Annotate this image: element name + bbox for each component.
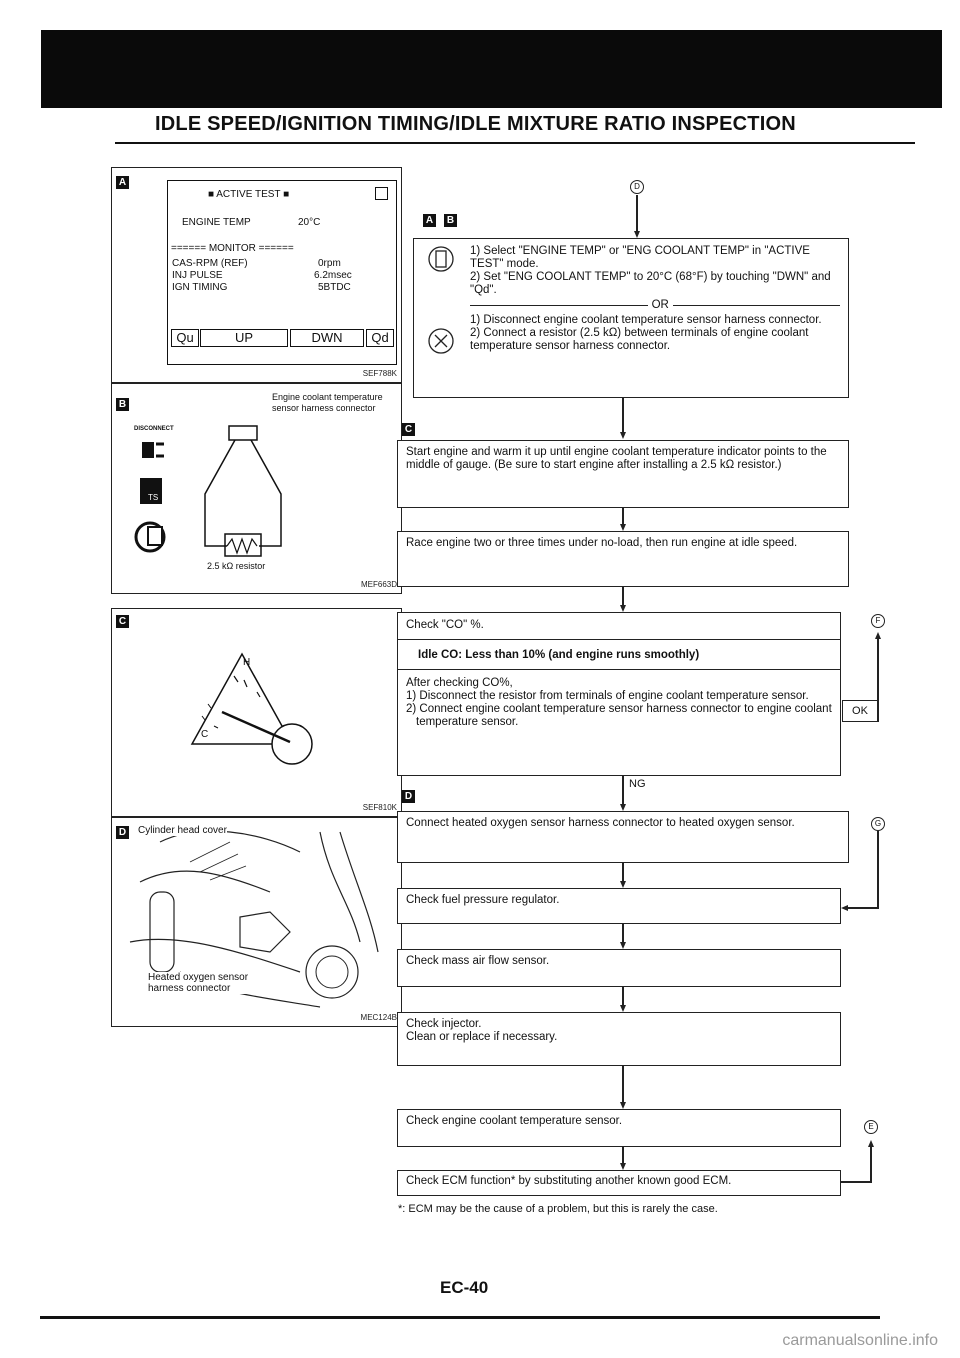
flow-arrow [620, 1102, 626, 1109]
step2-badge-c: C [402, 423, 415, 436]
e-connector [870, 1146, 872, 1182]
flow-arrow [620, 524, 626, 531]
after-line: 1) Disconnect the resistor from terminals of engine coolant temperature sensor. [406, 690, 809, 702]
resistor-label: 2.5 kΩ resistor [207, 561, 266, 571]
step8-text: Clean or replace if necessary. [406, 1031, 558, 1043]
step2-text: Start engine and warm it up until engine coolant temperature indicator points to the middle of gauge. (Be sure to start engine after installing a 2.5 kΩ resistor.) [406, 446, 827, 471]
step1-item: 1) Disconnect engine coolant temperature sensor harness connector. [470, 314, 822, 326]
step1-badge-a: A [423, 214, 436, 227]
watermark: carmanualsonline.info [782, 1332, 938, 1349]
g-arrow [841, 905, 848, 911]
flow-arrow [620, 432, 626, 439]
or-separator [470, 299, 840, 312]
figure-a-badge: A [116, 176, 129, 189]
consult-screen [167, 180, 397, 365]
flow-arrow [620, 804, 626, 811]
monitor-row-label: CAS-RPM (REF) [172, 258, 248, 269]
disconnect-label: DISCONNECT [134, 426, 174, 432]
figure-b-code: MEF663D [360, 580, 397, 589]
flow-arrow [620, 1163, 626, 1170]
ng-label: NG [629, 778, 646, 790]
entry-circle-d: D [630, 180, 644, 194]
e-connector [841, 1181, 872, 1183]
ts-tester-icon [139, 477, 163, 505]
check-co-row: Check "CO" %. [398, 613, 840, 640]
oxygen-connector-label: Heated oxygen sensor harness connector [148, 972, 258, 994]
step1-item: 1) Select "ENGINE TEMP" or "ENG COOLANT TEMP" in "ACTIVE TEST" mode. [470, 245, 810, 270]
footnote: *: ECM may be the cause of a problem, but this is rarely the case. [398, 1203, 718, 1215]
screen-button-up[interactable]: UP [200, 329, 288, 347]
ok-circle-f: F [871, 614, 885, 628]
figure-d-badge: D [116, 826, 129, 839]
engine-temp-label: ENGINE TEMP [182, 217, 251, 228]
screen-button-qd[interactable]: Qd [366, 329, 394, 347]
disconnect-icon [138, 434, 168, 464]
step1-item: 2) Connect a resistor (2.5 kΩ) between terminals of engine coolant temperature sensor harness connector. [470, 327, 809, 352]
step10-text: Check ECM function* by substituting another known good ECM. [406, 1175, 732, 1187]
after-line: After checking CO%, [406, 677, 513, 689]
figure-a-code: SEF788K [362, 369, 397, 378]
ok-connector [877, 638, 879, 722]
screen-button-qu[interactable]: Qu [171, 329, 199, 347]
flow-arrow [634, 231, 640, 238]
tools-icon [427, 327, 455, 355]
figure-b-badge: B [116, 398, 129, 411]
step1-item: 2) Set "ENG COOLANT TEMP" to 20°C (68°F) by touching "DWN" and "Qd". [470, 271, 831, 296]
g-connector [848, 907, 879, 909]
connector-label: Engine coolant temperature sensor harness connector [272, 392, 383, 413]
flow-connector [622, 924, 624, 944]
ok-label: OK [842, 700, 878, 722]
step5-text: Connect heated oxygen sensor harness connector to heated oxygen sensor. [406, 817, 795, 829]
monitor-row-value: 0rpm [318, 258, 341, 269]
header-black-bar [41, 30, 942, 108]
ignition-off-icon [134, 519, 170, 555]
monitor-row-label: INJ PULSE [172, 270, 223, 281]
g-connector [877, 831, 879, 908]
resistor-diagram [197, 414, 317, 564]
flow-arrow [620, 942, 626, 949]
flow-arrow [620, 605, 626, 612]
step8-text: Check injector. [406, 1018, 482, 1030]
step6-box [397, 888, 841, 924]
monitor-row-value: 5BTDC [318, 282, 351, 293]
cylinder-head-label: Cylinder head cover [138, 825, 227, 836]
flow-connector [622, 398, 624, 434]
monitor-row-value: 6.2msec [314, 270, 352, 281]
step5-box [397, 811, 849, 863]
active-test-header: ■ ACTIVE TEST ■ [208, 189, 290, 200]
flow-connector [622, 987, 624, 1007]
step7-box [397, 949, 841, 987]
coolant-gauge [172, 634, 332, 774]
bottom-rule [40, 1316, 880, 1319]
svg-text:TS: TS [148, 493, 159, 502]
step9-circle-e: E [864, 1120, 878, 1134]
step9-text: Check engine coolant temperature sensor. [406, 1115, 623, 1127]
flow-arrow [620, 881, 626, 888]
ok-arrow [875, 632, 881, 639]
figure-c [111, 608, 402, 817]
step7-text: Check mass air flow sensor. [406, 955, 550, 967]
step3-text: Race engine two or three times under no-load, then run engine at idle speed. [406, 537, 798, 549]
step6-text: Check fuel pressure regulator. [406, 894, 560, 906]
screen-button-dwn[interactable]: DWN [290, 329, 364, 347]
page-number: EC-40 [440, 1278, 489, 1297]
page-title: IDLE SPEED/IGNITION TIMING/IDLE MIXTURE RATIO INSPECTION [155, 113, 796, 135]
flow-connector [636, 195, 638, 233]
step9-box [397, 1109, 841, 1147]
engine-temp-value: 20°C [298, 217, 321, 228]
figure-b [111, 383, 402, 594]
figure-d-code: MEC124B [360, 1013, 397, 1022]
after-check-block [398, 670, 840, 736]
step1-badge-b: B [444, 214, 457, 227]
flow-connector [622, 587, 624, 607]
step5-circle-g: G [871, 817, 885, 831]
flow-connector [622, 776, 624, 806]
figure-c-code: SEF810K [362, 803, 397, 812]
idle-co-spec: Idle CO: Less than 10% (and engine runs smoothly) [398, 640, 840, 670]
figure-d [111, 817, 402, 1027]
screen-corner-box [375, 187, 388, 200]
step5-badge-d: D [402, 790, 415, 803]
after-line: 2) Connect engine coolant temperature sensor harness connector to engine coolant temperature sensor. [406, 703, 832, 728]
flow-connector [622, 1066, 624, 1104]
figure-c-badge: C [116, 615, 129, 628]
step4-box [397, 612, 841, 776]
step3-box [397, 531, 849, 587]
flow-connector [622, 863, 624, 883]
flow-arrow [620, 1005, 626, 1012]
consult-icon [427, 245, 455, 273]
gauge-c-label: C [201, 729, 209, 740]
step1-box [413, 238, 849, 398]
or-label: OR [648, 299, 673, 312]
monitor-divider: ====== MONITOR ====== [171, 243, 294, 254]
gauge-h-label: H [243, 657, 251, 668]
step10-box [397, 1170, 841, 1196]
title-underline [115, 142, 915, 144]
step8-box [397, 1012, 841, 1066]
step2-box [397, 440, 849, 508]
monitor-row-label: IGN TIMING [172, 282, 228, 293]
